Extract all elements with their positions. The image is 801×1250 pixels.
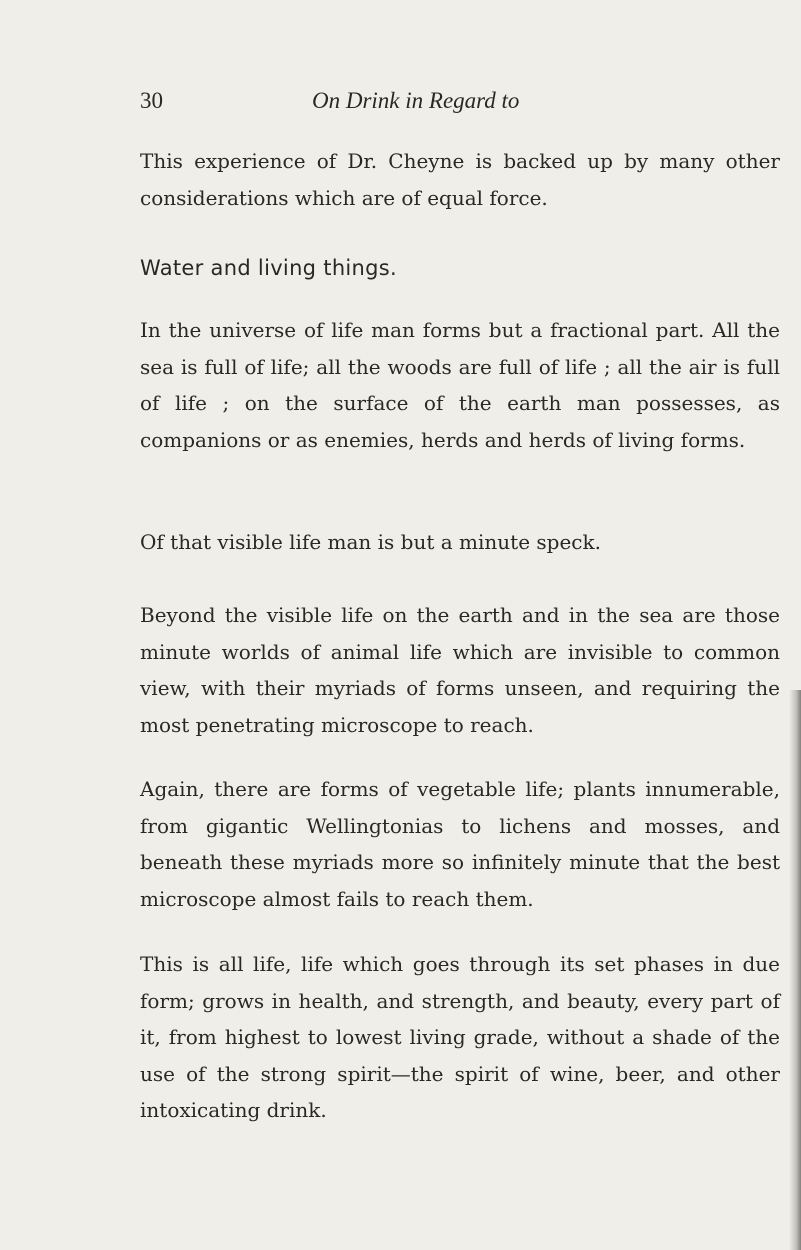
- page-header: [0, 88, 801, 128]
- paragraph-vegetable-life: Again, there are forms of vegetable life; plants innumerable, from gigantic Wellingtonias to lichens and mosses, and beneath these myriads more so infinitely minute that the best microscope almost fails to reach them.: [140, 777, 780, 911]
- paragraph-universe-of-life: In the universe of life man forms but a fractional part. All the sea is full of life; all the woods are full of life ; all the air is full of life ; on the surface of the earth man possesses, as companions or as enemies, herds and herds of living forms.: [140, 318, 780, 452]
- section-heading: Water and living things.: [140, 256, 398, 280]
- paragraph-invisible-worlds: Beyond the visible life on the earth and in the sea are those minute worlds of animal life which are invisible to common view, with their myriads of forms unseen, and requiring the most penetrating microscope to reach.: [140, 603, 780, 737]
- page-number: 30: [140, 88, 163, 113]
- paragraph-minute-speck: Of that visible life man is but a minute speck.: [140, 530, 601, 554]
- running-title: On Drink in Regard to: [312, 88, 520, 113]
- paragraph-all-life: This is all life, life which goes through its set phases in due form; grows in health, and strength, and beauty, every part of it, from highest to lowest living grade, without a shade of the use of the strong spirit—the spirit of wine, beer, and other intoxicating drink.: [140, 952, 780, 1122]
- paragraph-cheyne-experience: This experience of Dr. Cheyne is backed up by many other considerations which are of equal force.: [140, 149, 780, 210]
- page-edge-shadow: [789, 690, 801, 1250]
